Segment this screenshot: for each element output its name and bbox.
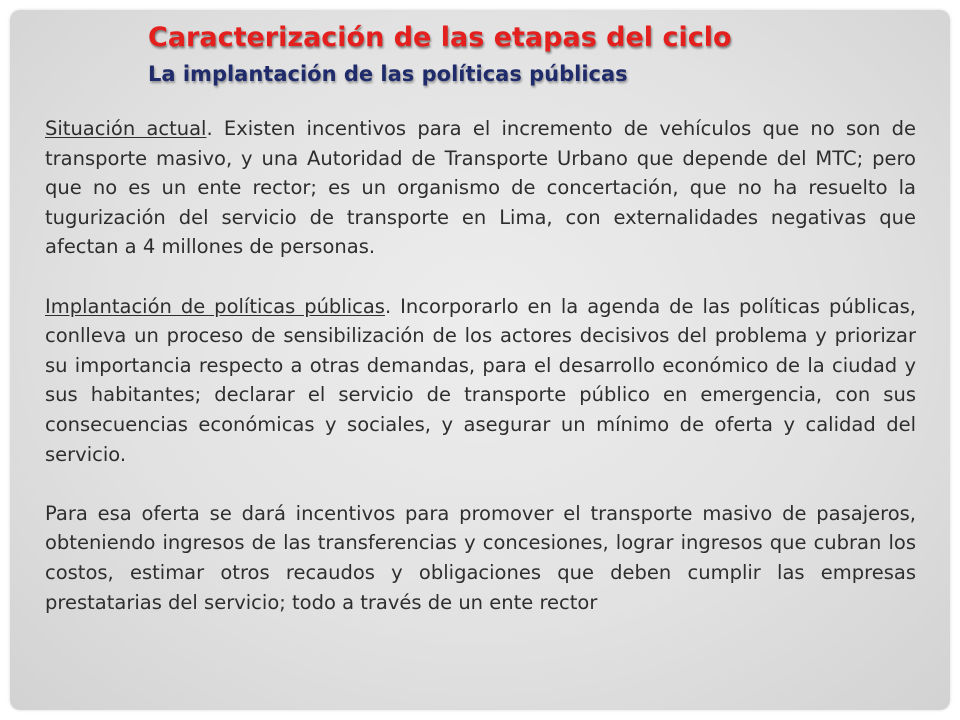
paragraph-heading-implantacion: Implantación de políticas públicas [45, 294, 385, 318]
slide-subtitle: La implantación de las políticas públicas [148, 62, 628, 86]
paragraph-text-situacion-actual: . Existen incentivos para el incremento de vehículos que no son de transporte masivo, y una Autoridad de Transporte Urbano que depende del MTC; pero que no es un ente rector; es un organismo de concertación, que no ha resuelto la tugurización del servicio de transporte en Lima, con externalidades negativas que afectan a 4 millones de personas. [45, 117, 916, 259]
paragraph-implantacion [45, 292, 916, 470]
paragraph-heading-situacion-actual: Situación actual [45, 117, 207, 140]
paragraph-oferta [45, 499, 916, 617]
slide-body [45, 114, 916, 617]
paragraph-situacion-actual [45, 114, 916, 262]
slide-title: Caracterización de las etapas del ciclo [148, 22, 732, 53]
slide [10, 10, 950, 710]
paragraph-text-oferta: Para esa oferta se dará incentivos para promover el transporte masivo de pasajeros, obteniendo ingresos de las transferencias y concesiones, lograr ingresos que cubran los costos, estimar otros recaudos y obligaciones que deben cumplir las empresas prestatarias del servicio; todo a través de un ente rector [45, 501, 916, 614]
paragraph-text-implantacion: . Incorporarlo en la agenda de las políticas públicas, conlleva un proceso de sensibilización de los actores decisivos del problema y priorizar su importancia respecto a otras demandas, para el desarrollo económico de la ciudad y sus habitantes; declarar el servicio de transporte público en emergencia, con sus consecuencias económicas y sociales, y asegurar un mínimo de oferta y calidad del servicio. [45, 294, 917, 466]
